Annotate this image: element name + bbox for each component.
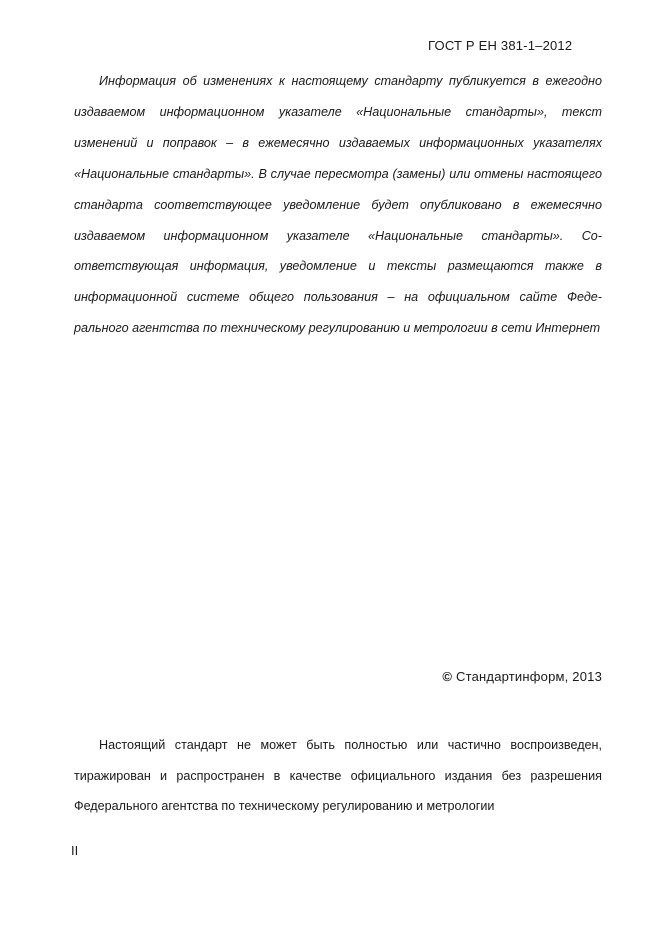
reproduction-rights-notice: Настоящий стандарт не может быть полностью или частично воспроизведен, тиражирован и распространен в качестве официального издания без разрешения Федерального агентства по техническому регулированию и метрологии — [74, 738, 602, 813]
change-information-notice: Информация об изменениях к настоящему стандарту публикуется в ежегодно издаваемом информационном указателе «Национальные стандарты», текст изменений и поправок – в ежемесячно издаваемых информационных указателях «Национальные стандарты». В случае пересмотра (замены) или отмены настоящего стандарта соответствующее уведомление будет опубликовано в ежемесячно издаваемом информационном указателе «Национальные стандарты». Соответствующая информация, уведомление и тексты размещаются также в информационной системе общего пользования – на официальном сайте Федерального агентства по техническому регулированию и метрологии в сети Интернет — [74, 74, 602, 336]
copyright-line — [442, 669, 602, 684]
copyright-sign: © — [442, 669, 453, 684]
page-number: II — [71, 843, 79, 858]
standard-code-header: ГОСТ Р ЕН 381-1–2012 — [428, 38, 573, 53]
copyright-holder: Стандартинформ, 2013 — [456, 669, 602, 684]
